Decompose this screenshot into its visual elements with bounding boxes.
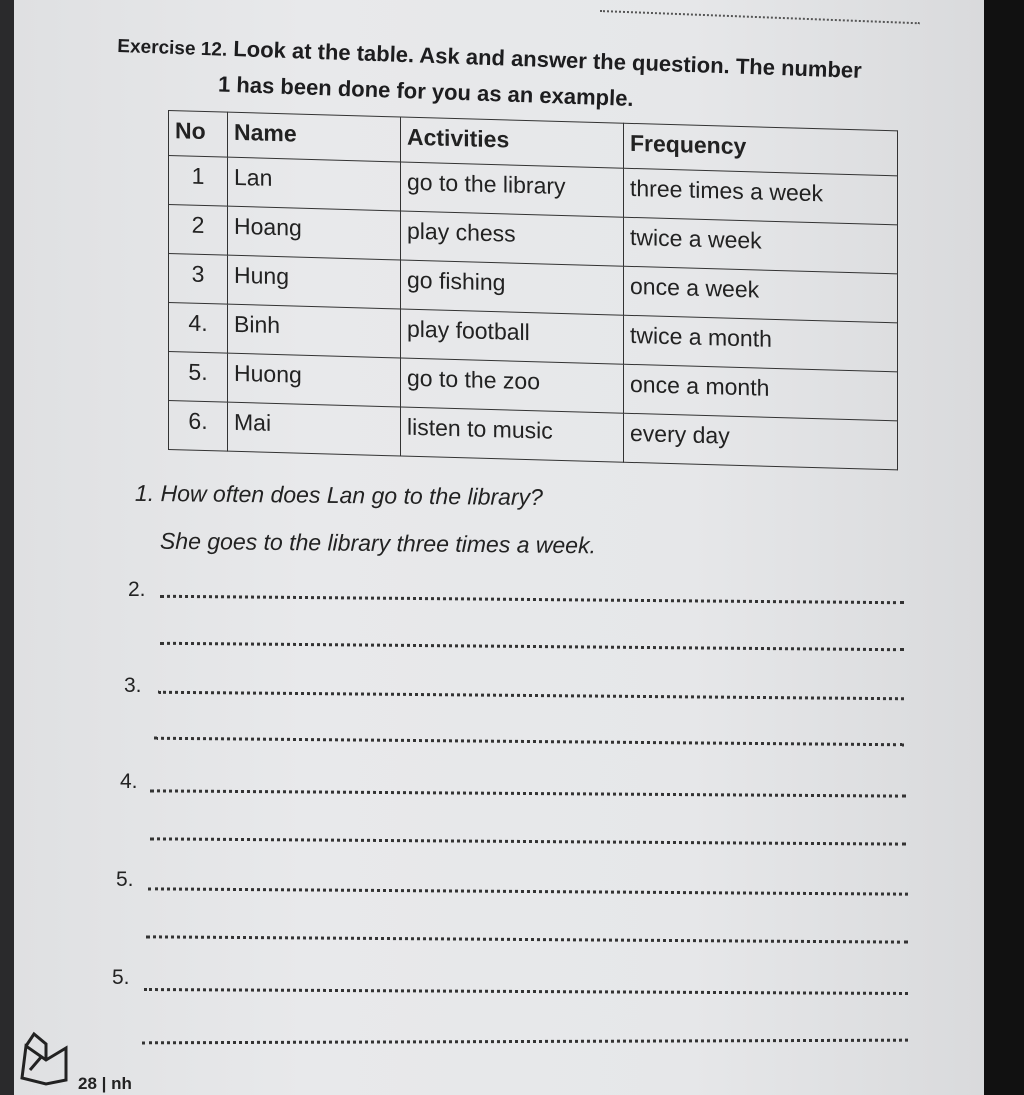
- header-no: No: [169, 111, 228, 158]
- cell-no: 4.: [169, 303, 228, 354]
- book-logo-icon: [16, 1026, 72, 1086]
- header-frequency: Frequency: [624, 123, 898, 176]
- cell-name: Mai: [228, 402, 401, 456]
- instruction-line-1: Look at the table. Ask and answer the question. The number: [232, 36, 863, 83]
- cell-activity: play football: [401, 309, 624, 364]
- cell-activity: play chess: [401, 211, 624, 266]
- item-number: 5.: [116, 868, 134, 891]
- cell-no: 5.: [169, 352, 228, 403]
- header-name: Name: [228, 112, 401, 162]
- item-number: 3.: [124, 674, 142, 697]
- cell-activity: go to the library: [401, 162, 624, 217]
- cell-no: 1: [169, 156, 228, 207]
- cell-activity: go to the zoo: [401, 358, 624, 413]
- cell-frequency: every day: [624, 413, 898, 470]
- cell-no: 3: [169, 254, 228, 305]
- cell-name: Lan: [228, 157, 401, 211]
- cell-activity: listen to music: [401, 407, 624, 462]
- cell-frequency: once a week: [624, 266, 898, 323]
- left-background: [0, 0, 14, 1095]
- cell-no: 2: [169, 205, 228, 256]
- item-number: 4.: [120, 770, 138, 793]
- cell-no: 6.: [169, 401, 228, 452]
- cell-name: Hoang: [228, 206, 401, 260]
- cell-frequency: twice a week: [624, 217, 898, 274]
- item-number: 2.: [128, 578, 146, 601]
- item-number: 5.: [112, 966, 130, 989]
- cell-frequency: three times a week: [624, 168, 898, 225]
- example-answer: She goes to the library three times a week.: [159, 527, 597, 559]
- cell-name: Huong: [228, 353, 401, 407]
- cell-frequency: once a month: [624, 364, 898, 421]
- activity-table: [168, 110, 898, 470]
- right-background: [984, 0, 1024, 1095]
- example-question: 1. How often does Lan go to the library?: [134, 479, 544, 511]
- exercise-label: Exercise 12.: [116, 35, 228, 61]
- cell-activity: go fishing: [401, 260, 624, 315]
- cell-name: Hung: [228, 255, 401, 309]
- cell-name: Binh: [228, 304, 401, 358]
- cell-frequency: twice a month: [624, 315, 898, 372]
- page-footer: 28 | nh: [78, 1074, 132, 1093]
- instruction-line-2: 1 has been done for you as an example.: [217, 71, 634, 112]
- header-activities: Activities: [401, 117, 624, 168]
